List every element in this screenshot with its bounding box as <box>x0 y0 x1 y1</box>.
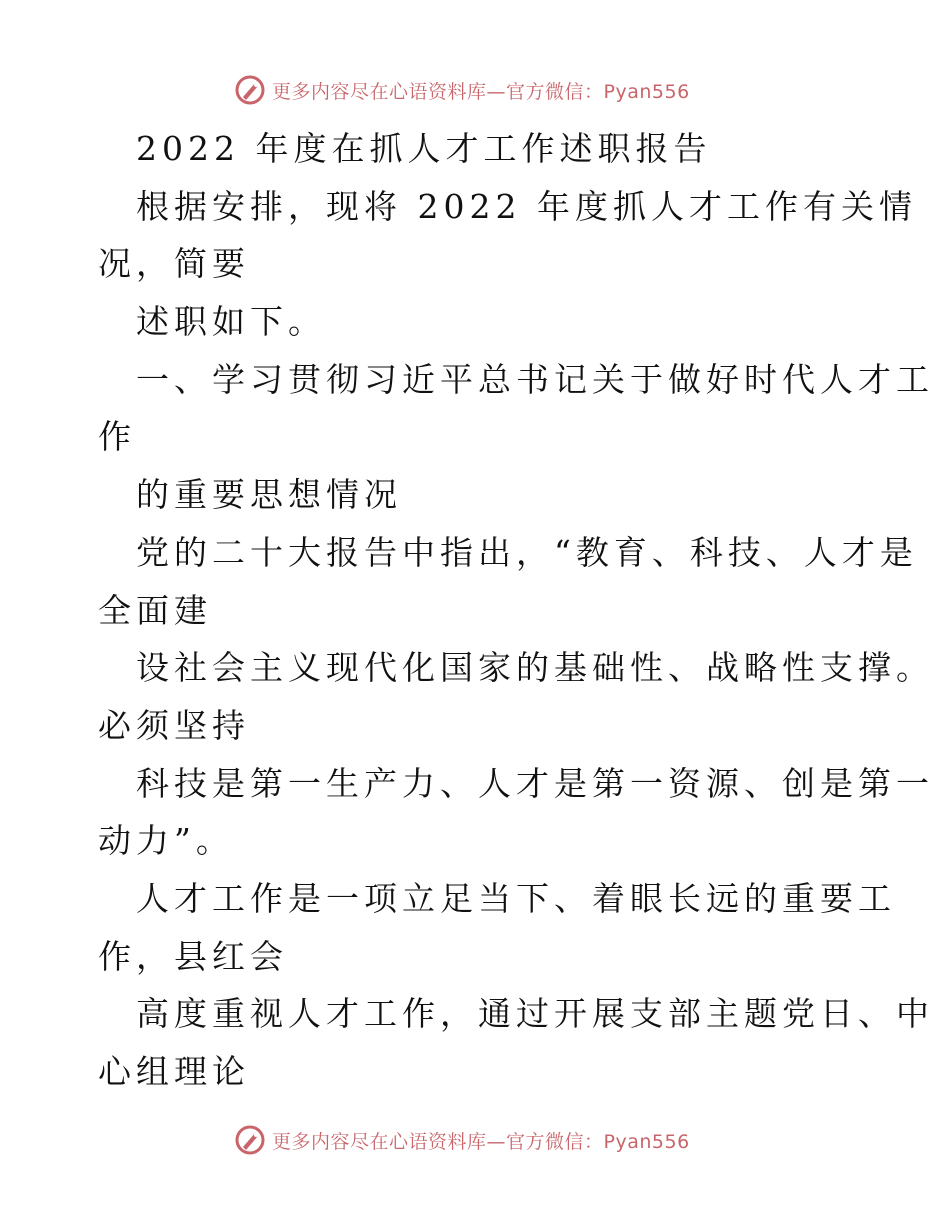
section-heading: 的重要思想情况 <box>136 475 402 515</box>
document-body <box>98 120 934 1101</box>
paragraph-line: 必须坚持 <box>98 705 250 745</box>
paragraph-line: 动力”。 <box>98 821 234 861</box>
paragraph-line: 全面建 <box>98 590 212 630</box>
document-title: 2022 年度在抓人才工作述职报告 <box>136 129 712 168</box>
footer-watermark <box>234 1122 690 1158</box>
paragraph-line: 高度重视人才工作，通过开展支部主题党日、中 <box>136 994 934 1034</box>
paragraph-line: 党的二十大报告中指出，“教育、科技、人才是 <box>136 532 918 572</box>
fountain-pen-seal-icon <box>234 1124 266 1156</box>
paragraph-line: 述职如下。 <box>136 302 326 342</box>
header-watermark <box>234 72 690 108</box>
paragraph-line: 心组理论 <box>98 1052 250 1091</box>
fountain-pen-seal-icon <box>234 74 266 106</box>
watermark-text: 更多内容尽在心语资料库—官方微信：Pyan556 <box>272 80 690 103</box>
paragraph-line: 作，县红会 <box>98 936 288 976</box>
paragraph-line: 根据安排，现将 2022 年度抓人才工作有关情 <box>136 186 917 226</box>
paragraph-line: 况，简要 <box>98 244 250 284</box>
section-heading: 一、学习贯彻习近平总书记关于做好时代人才工 <box>136 359 934 399</box>
paragraph-line: 设社会主义现代化国家的基础性、战略性支撑。 <box>136 648 934 688</box>
section-heading: 作 <box>98 417 136 457</box>
watermark-text: 更多内容尽在心语资料库—官方微信：Pyan556 <box>272 1130 690 1153</box>
paragraph-line: 科技是第一生产力、人才是第一资源、创是第一 <box>136 763 934 803</box>
paragraph-line: 人才工作是一项立足当下、着眼长远的重要工 <box>136 878 896 918</box>
